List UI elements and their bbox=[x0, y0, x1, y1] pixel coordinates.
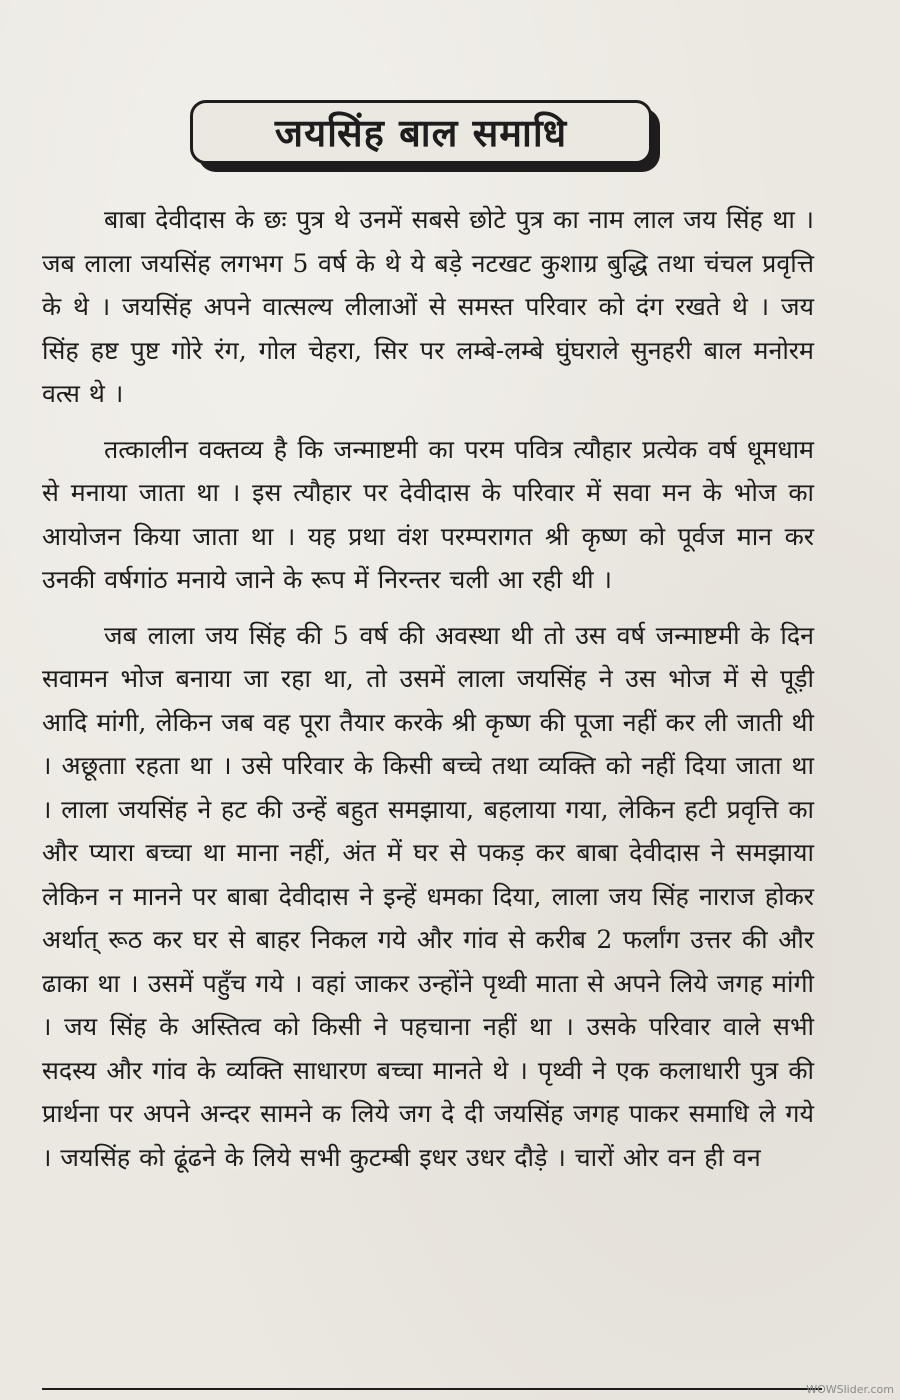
page-title: जयसिंह बाल समाधि bbox=[274, 111, 568, 155]
bottom-rule bbox=[42, 1388, 822, 1390]
title-banner bbox=[190, 100, 660, 172]
paragraph-1: बाबा देवीदास के छः पुत्र थे उनमें सबसे छोटे पुत्र का नाम लाल जय सिंह था । जब लाला जयसिंह लगभग 5 वर्ष के थे ये बड़े नटखट कुशाग्र बुद्धि तथा चंचल प्रवृत्ति के थे । जयसिंह अपने वात्सल्य लीलाओं से समस्त परिवार को दंग रखते थे । जय सिंह हष्ट पुष्ट गोरे रंग, गोल चेहरा, सिर पर लम्बे-लम्बे घुंघराले सुनहरी बाल मनोरम वत्स थे । bbox=[42, 205, 814, 408]
body-text bbox=[42, 198, 814, 1191]
title-box bbox=[190, 100, 652, 164]
watermark-text: WOWSlider.com bbox=[806, 1383, 894, 1396]
paragraph-2: तत्कालीन वक्तव्य है कि जन्माष्टमी का परम पवित्र त्यौहार प्रत्येक वर्ष धूमधाम से मनाया जाता था । इस त्यौहार पर देवीदास के परिवार में सवा मन के भोज का आयोजन किया जाता था । यह प्रथा वंश परम्परागत श्री कृष्ण को पूर्वज मान कर उनकी वर्षगांठ मनाये जाने के रूप में निरन्तर चली आ रही थी । bbox=[42, 434, 814, 594]
paragraph-3: जब लाला जय सिंह की 5 वर्ष की अवस्था थी तो उस वर्ष जन्माष्टमी के दिन सवामन भोज बनाया जा रहा था, तो उसमें लाला जयसिंह ने उस भोज में से पूड़ी आदि मांगी, लेकिन जब वह पूरा तैयार करके श्री कृष्ण की पूजा नहीं कर ली जाती थी । अछूताा रहता था । उसे परिवार के किसी बच्चे तथा व्यक्ति को नहीं दिया जाता था । लाला जयसिंह ने हट की उन्हें बहुत समझाया, बहलाया गया, लेकिन हटी प्रवृत्ति का और प्यारा बच्चा था माना नहीं, अंत में घर से पकड़ कर बाबा देवीदास ने समझाया लेकिन न मानने पर बाबा देवीदास ने इन्हें धमका दिया, लाला जय सिंह नाराज होकर अर्थात् रूठ कर घर से बाहर निकल गये और गांव से करीब 2 फर्लांग उत्तर की और ढाका था । उसमें पहुँच गये । वहां जाकर उन्होंने पृथ्वी माता से अपने लिये जगह मांगी । जय सिंह के अस्तित्व को किसी ने पहचाना नहीं था । उसके परिवार वाले सभी सदस्य और गांव के व्यक्ति साधारण बच्चा मानते थे । पृथ्वी ने एक कलाधारी पुत्र की प्रार्थना पर अपने अन्दर सामने क लिये जग दे दी जयसिंह जगह पाकर समाधि ले गये । जयसिंह को ढूंढने के लिये सभी कुटम्बी इधर उधर दौड़े । चारों ओर वन ही वन bbox=[42, 620, 814, 1172]
